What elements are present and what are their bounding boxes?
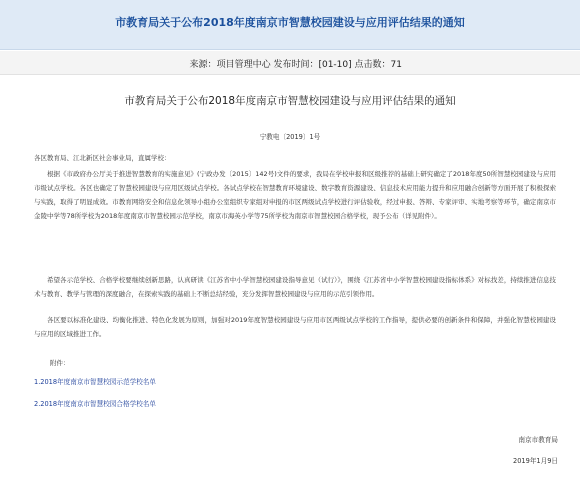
document-number: 宁教电〔2019〕1号	[259, 133, 321, 141]
header-bar	[0, 0, 580, 50]
source-value: 项目管理中心	[216, 60, 271, 70]
attachment-link-qualified-schools[interactable]: 2.2018年度南京市智慧校园合格学校名单	[34, 400, 156, 408]
publish-time-label: 发布时间：	[273, 60, 319, 70]
publish-time-value: [01-10]	[318, 60, 352, 70]
article-meta	[190, 57, 402, 70]
body-paragraph-3: 各区要以标准化建设、均衡化推进、特色化发展为原则，加强对2019年度智慧校园建设与应用市区两级试点学校的工作指导，提供必要的创新条件和保障，并强化智慧校园建设与应用的区域推进工作。	[34, 316, 556, 338]
click-count-value: 71	[390, 60, 402, 70]
article-meta-bar	[0, 51, 580, 75]
attachment-link-demo-schools[interactable]: 1.2018年度南京市智慧校园示范学校名单	[34, 378, 156, 386]
source-label: 来源：	[189, 60, 217, 70]
salutation: 各区教育局、江北新区社会事业局，直属学校：	[34, 154, 171, 162]
attachment-label: 附件：	[50, 359, 70, 367]
page-title: 市教育局关于公布2018年度南京市智慧校园建设与应用评估结果的通知	[115, 16, 465, 29]
document-title: 市教育局关于公布2018年度南京市智慧校园建设与应用评估结果的通知	[124, 95, 456, 107]
signature-organization: 南京市教育局	[518, 436, 558, 444]
signature-date: 2019年1月9日	[513, 457, 558, 465]
click-count-label: 点击数：	[354, 60, 391, 70]
body-paragraph-2: 希望各示范学校、合格学校要继续创新思路，认真研读《江苏省中小学智慧校园建设指导意见（试行）》，围绕《江苏省中小学智慧校园建设指标体系》对标找差，持续推进信息技术与教育、教学与管理的深度融合，在探索实践的基础上不断总结经验，充分发挥智慧校园建设与应用的示范引领作用。	[34, 276, 556, 298]
body-paragraph-1: 根据《市政府办公厅关于推进智慧教育的实施意见》(宁政办发〔2015〕142号)文件的要求，我局在学校申报和区级推荐的基础上研究确定了2018年度50所智慧校园建设与应用市级试点学校。各区也确定了智慧校园建设与应用区级试点学校。各试点学校在智慧教育环境建设、数字教育资源建设、信息技术应用能力提升和应用融合创新等方面开展了积极探索与实践，取得了明显成效。市教育网络安全和信息化领导小组办公室组织专家组对申报的市区两级试点学校进行评估验收，经过申报、答辩、专家评审、实地考察等环节，确定南京市金陵中学等78所学校为2018年度南京市智慧校园示范学校，南京市海英小学等75所学校为南京市智慧校园合格学校，现予公布（详见附件）。	[34, 170, 556, 220]
